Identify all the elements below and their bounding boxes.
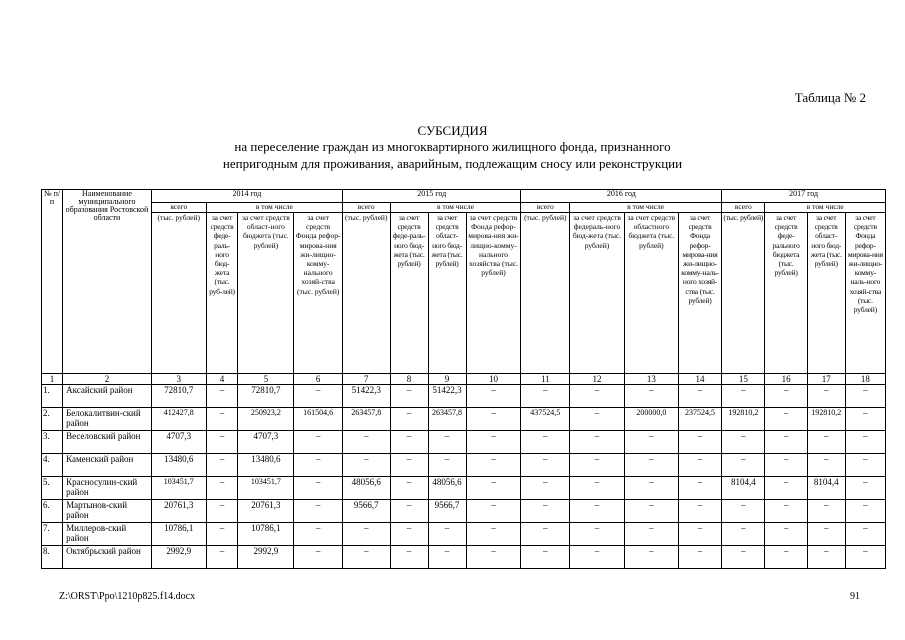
value-cell: –: [678, 546, 721, 569]
value-cell: 51422,3: [342, 385, 390, 408]
value-cell: 237524,5: [678, 408, 721, 431]
table-row: [42, 385, 886, 408]
value-cell: 263457,8: [428, 408, 466, 431]
column-number-cell: 14: [678, 374, 721, 385]
header-year-2017: 2017 год: [722, 190, 886, 203]
value-cell: –: [521, 454, 570, 477]
value-cell: –: [722, 500, 765, 523]
header-incl-2014: в том числе: [206, 203, 342, 213]
value-cell: –: [722, 523, 765, 546]
header-num: № п/п: [42, 190, 63, 374]
municipality-name: Каменский район: [63, 454, 152, 477]
municipality-name: Красносулин-ский район: [63, 477, 152, 500]
value-cell: 103451,7: [238, 477, 294, 500]
header-federal-2014: за счет средств феде-раль-ного бюд-жета (тыс. руб-лей): [206, 213, 238, 374]
value-cell: –: [206, 477, 238, 500]
value-cell: –: [722, 546, 765, 569]
header-row-sources: [42, 213, 886, 374]
value-cell: –: [294, 546, 343, 569]
value-cell: 51422,3: [428, 385, 466, 408]
column-number-row: [42, 374, 886, 385]
header-total-2016: всего: [521, 203, 570, 213]
column-number-cell: 5: [238, 374, 294, 385]
header-total-unit-2014: (тыс. рублей): [151, 213, 206, 374]
header-regional-2014: за счет средств област-ного бюджета (тыс. рублей): [238, 213, 294, 374]
row-number: 3.: [42, 431, 63, 454]
value-cell: –: [624, 454, 678, 477]
value-cell: –: [807, 500, 845, 523]
column-number-cell: 3: [151, 374, 206, 385]
column-number-cell: 18: [845, 374, 885, 385]
value-cell: –: [294, 454, 343, 477]
value-cell: 192810,2: [722, 408, 765, 431]
column-number-cell: 9: [428, 374, 466, 385]
value-cell: 2992,9: [151, 546, 206, 569]
value-cell: –: [206, 431, 238, 454]
header-year-2014: 2014 год: [151, 190, 342, 203]
header-municipality: Наименование муниципального образования Ростовской области: [63, 190, 152, 374]
value-cell: –: [624, 500, 678, 523]
value-cell: –: [428, 523, 466, 546]
value-cell: –: [390, 454, 428, 477]
value-cell: –: [570, 454, 625, 477]
value-cell: –: [428, 431, 466, 454]
value-cell: –: [206, 385, 238, 408]
header-total-2014: всего: [151, 203, 206, 213]
header-total-unit-2016: (тыс. рублей): [521, 213, 570, 374]
value-cell: –: [678, 431, 721, 454]
subsidy-table: [41, 189, 886, 569]
value-cell: –: [765, 385, 807, 408]
header-total-2015: всего: [342, 203, 390, 213]
column-number-cell: 12: [570, 374, 625, 385]
header-federal-2017: за счет средств феде-рального бюджета (тыс. рублей): [765, 213, 807, 374]
municipality-name: Октябрьский район: [63, 546, 152, 569]
value-cell: –: [466, 385, 521, 408]
value-cell: –: [390, 408, 428, 431]
value-cell: –: [342, 523, 390, 546]
value-cell: –: [845, 523, 885, 546]
table-row: [42, 523, 886, 546]
value-cell: –: [845, 477, 885, 500]
value-cell: 48056,6: [428, 477, 466, 500]
value-cell: –: [807, 454, 845, 477]
value-cell: 13480,6: [151, 454, 206, 477]
footer-file-path: Z:\ORST\Ppo\1210p825.f14.docx: [59, 591, 196, 602]
value-cell: –: [807, 523, 845, 546]
column-number-cell: 17: [807, 374, 845, 385]
header-fund-2015: за счет средств Фонда рефор-мирова-ния жи-лищно-комму-нального хозяйства (тыс. рублей): [466, 213, 521, 374]
header-federal-2015: за счет средств феде-раль-ного бюд-жета (тыс. рублей): [390, 213, 428, 374]
value-cell: –: [570, 500, 625, 523]
value-cell: 4707,3: [151, 431, 206, 454]
value-cell: –: [570, 477, 625, 500]
table-body: [42, 385, 886, 569]
value-cell: –: [722, 431, 765, 454]
value-cell: –: [570, 431, 625, 454]
value-cell: 48056,6: [342, 477, 390, 500]
header-regional-2015: за счет средств област-ного бюд-жета (тыс. рублей): [428, 213, 466, 374]
value-cell: 72810,7: [238, 385, 294, 408]
value-cell: 13480,6: [238, 454, 294, 477]
column-number-cell: 10: [466, 374, 521, 385]
value-cell: –: [294, 500, 343, 523]
value-cell: –: [390, 385, 428, 408]
value-cell: –: [466, 477, 521, 500]
value-cell: –: [624, 431, 678, 454]
municipality-name: Белокалитвин-ский район: [63, 408, 152, 431]
header-incl-2016: в том числе: [570, 203, 722, 213]
municipality-name: Веселовский район: [63, 431, 152, 454]
row-number: 5.: [42, 477, 63, 500]
value-cell: –: [845, 431, 885, 454]
column-number-cell: 4: [206, 374, 238, 385]
value-cell: –: [521, 500, 570, 523]
value-cell: 10786,1: [238, 523, 294, 546]
header-regional-2016: за счет средств областного бюджета (тыс. рублей): [624, 213, 678, 374]
value-cell: –: [845, 546, 885, 569]
value-cell: 9566,7: [428, 500, 466, 523]
value-cell: –: [570, 385, 625, 408]
value-cell: –: [390, 500, 428, 523]
value-cell: –: [294, 523, 343, 546]
value-cell: 4707,3: [238, 431, 294, 454]
value-cell: –: [807, 546, 845, 569]
table-row: [42, 454, 886, 477]
header-row-years: [42, 190, 886, 203]
municipality-name: Мартынов-ский район: [63, 500, 152, 523]
value-cell: –: [678, 500, 721, 523]
value-cell: –: [570, 546, 625, 569]
value-cell: –: [521, 523, 570, 546]
header-regional-2017: за счет средств област-ного бюд-жета (тыс. рублей): [807, 213, 845, 374]
header-incl-2015: в том числе: [390, 203, 521, 213]
value-cell: 200000,0: [624, 408, 678, 431]
header-total-unit-2015: (тыс. рублей): [342, 213, 390, 374]
value-cell: 72810,7: [151, 385, 206, 408]
value-cell: –: [624, 477, 678, 500]
column-number-cell: 2: [63, 374, 152, 385]
value-cell: –: [390, 546, 428, 569]
row-number: 8.: [42, 546, 63, 569]
header-total-unit-2017: (тыс. рублей): [722, 213, 765, 374]
column-number-cell: 1: [42, 374, 63, 385]
value-cell: –: [428, 546, 466, 569]
value-cell: –: [722, 385, 765, 408]
value-cell: –: [466, 523, 521, 546]
header-incl-2017: в том числе: [765, 203, 886, 213]
header-total-2017: всего: [722, 203, 765, 213]
document-subtitle-line2: непригодным для проживания, аварийным, подлежащим сносу или реконструкции: [222, 156, 683, 171]
table-row: [42, 408, 886, 431]
table-row: [42, 477, 886, 500]
value-cell: –: [845, 385, 885, 408]
value-cell: –: [765, 523, 807, 546]
value-cell: 161504,6: [294, 408, 343, 431]
header-year-2015: 2015 год: [342, 190, 521, 203]
value-cell: 20761,3: [238, 500, 294, 523]
value-cell: –: [521, 477, 570, 500]
value-cell: –: [570, 408, 625, 431]
row-number: 7.: [42, 523, 63, 546]
value-cell: –: [678, 454, 721, 477]
table-row: [42, 431, 886, 454]
row-number: 2.: [42, 408, 63, 431]
column-number-cell: 15: [722, 374, 765, 385]
value-cell: –: [466, 546, 521, 569]
municipality-name: Миллеров-ский район: [63, 523, 152, 546]
column-number-cell: 6: [294, 374, 343, 385]
header-federal-2016: за счет средств федераль-ного бюд-жета (тыс. рублей): [570, 213, 625, 374]
value-cell: –: [206, 408, 238, 431]
value-cell: 8104,4: [807, 477, 845, 500]
value-cell: –: [765, 500, 807, 523]
value-cell: 103451,7: [151, 477, 206, 500]
table-row: [42, 546, 886, 569]
header-fund-2016: за счет средств Фонда рефор-мирова-ния жи-лищно-комму-наль-ного хозяй-ства (тыс. рублей): [678, 213, 721, 374]
header-year-2016: 2016 год: [521, 190, 722, 203]
value-cell: –: [521, 431, 570, 454]
value-cell: –: [390, 523, 428, 546]
value-cell: –: [807, 385, 845, 408]
value-cell: –: [294, 477, 343, 500]
value-cell: –: [342, 454, 390, 477]
value-cell: –: [294, 431, 343, 454]
row-number: 4.: [42, 454, 63, 477]
value-cell: –: [521, 546, 570, 569]
value-cell: –: [570, 523, 625, 546]
value-cell: –: [845, 408, 885, 431]
header-fund-2014: за счет средств Фонда рефор-мирова-ния жи-лищно-комму-нального хозяй-ства (тыс. рублей): [294, 213, 343, 374]
value-cell: –: [624, 523, 678, 546]
value-cell: –: [765, 431, 807, 454]
column-number-cell: 16: [765, 374, 807, 385]
value-cell: –: [466, 454, 521, 477]
value-cell: –: [466, 431, 521, 454]
value-cell: –: [722, 454, 765, 477]
value-cell: –: [624, 385, 678, 408]
value-cell: –: [765, 477, 807, 500]
table-number-label: Таблица № 2: [794, 90, 866, 105]
value-cell: –: [765, 408, 807, 431]
column-number-cell: 13: [624, 374, 678, 385]
value-cell: –: [294, 385, 343, 408]
value-cell: 2992,9: [238, 546, 294, 569]
value-cell: 437524,5: [521, 408, 570, 431]
value-cell: –: [390, 431, 428, 454]
value-cell: –: [845, 454, 885, 477]
table-row: [42, 500, 886, 523]
value-cell: –: [428, 454, 466, 477]
value-cell: 412427,8: [151, 408, 206, 431]
row-number: 6.: [42, 500, 63, 523]
value-cell: –: [206, 500, 238, 523]
value-cell: –: [765, 546, 807, 569]
value-cell: 9566,7: [342, 500, 390, 523]
value-cell: 263457,8: [342, 408, 390, 431]
value-cell: –: [390, 477, 428, 500]
header-fund-2017: за счет средств Фонда рефор-мирова-ния жи-лищно-комму-наль-ного хозяй-ства (тыс. рублей): [845, 213, 885, 374]
value-cell: 20761,3: [151, 500, 206, 523]
value-cell: –: [807, 431, 845, 454]
value-cell: –: [765, 454, 807, 477]
value-cell: –: [521, 385, 570, 408]
value-cell: –: [624, 546, 678, 569]
column-number-cell: 11: [521, 374, 570, 385]
value-cell: 10786,1: [151, 523, 206, 546]
value-cell: –: [466, 500, 521, 523]
value-cell: 8104,4: [722, 477, 765, 500]
value-cell: 192810,2: [807, 408, 845, 431]
document-title: СУБСИДИЯ: [417, 123, 488, 138]
value-cell: –: [342, 431, 390, 454]
column-number-cell: 7: [342, 374, 390, 385]
row-number: 1.: [42, 385, 63, 408]
municipality-name: Аксайский район: [63, 385, 152, 408]
value-cell: –: [466, 408, 521, 431]
value-cell: –: [845, 500, 885, 523]
document-subtitle-line1: на переселение граждан из многоквартирного жилищного фонда, признанного: [234, 139, 671, 154]
value-cell: –: [678, 477, 721, 500]
value-cell: –: [678, 385, 721, 408]
value-cell: 250923,2: [238, 408, 294, 431]
value-cell: –: [678, 523, 721, 546]
header-row-total: [42, 203, 886, 213]
column-number-cell: 8: [390, 374, 428, 385]
value-cell: –: [342, 546, 390, 569]
page-number: 91: [850, 591, 860, 602]
value-cell: –: [206, 523, 238, 546]
value-cell: –: [206, 454, 238, 477]
value-cell: –: [206, 546, 238, 569]
